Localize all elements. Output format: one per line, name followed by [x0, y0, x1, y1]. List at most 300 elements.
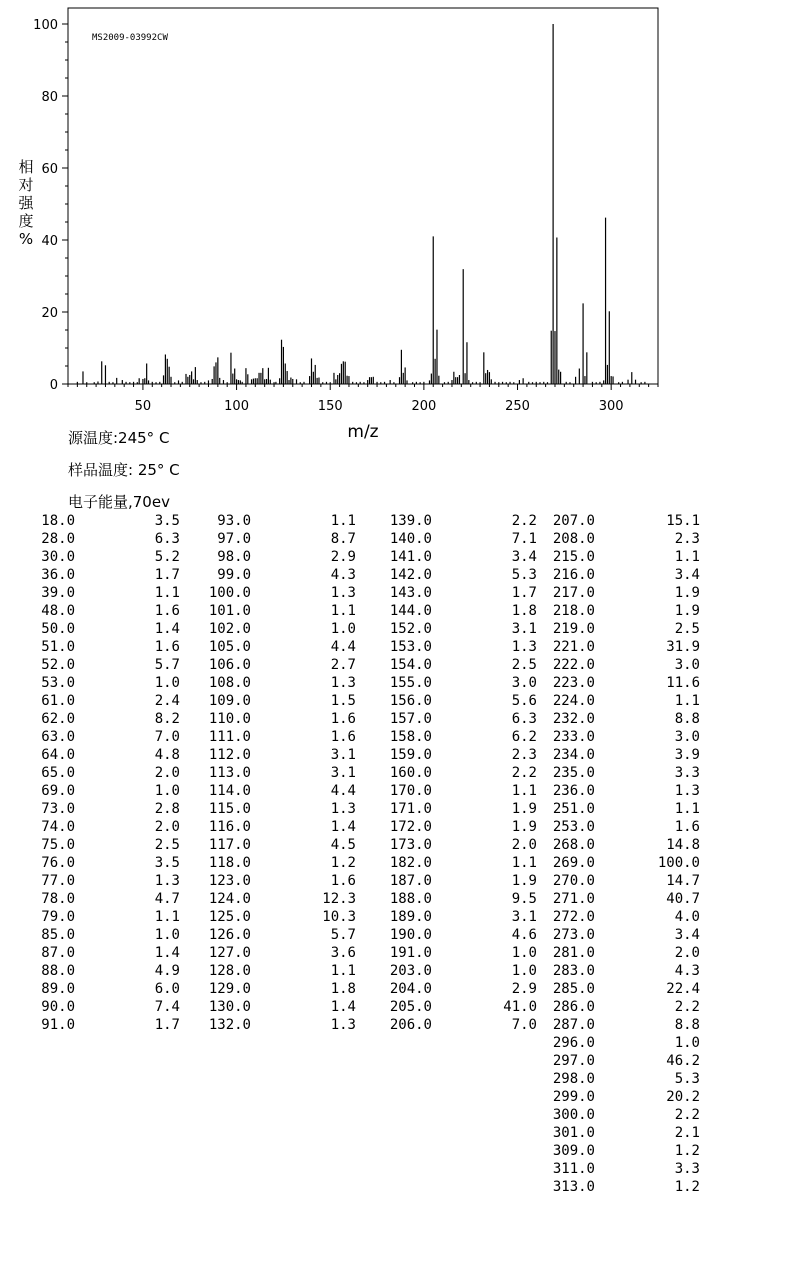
- table-row: [357, 548, 537, 566]
- abundance-value: 3.4: [674, 567, 700, 583]
- mz-value: 189.0: [389, 909, 432, 925]
- table-row: [520, 764, 700, 782]
- x-tick-label: 200: [411, 399, 437, 414]
- mz-value: 91.0: [41, 1017, 75, 1033]
- abundance-value: 8.7: [330, 531, 356, 547]
- abundance-value: 4.3: [330, 567, 356, 583]
- table-row: [0, 944, 180, 962]
- table-row: [520, 692, 700, 710]
- abundance-value: 1.1: [511, 855, 537, 871]
- mz-value: 141.0: [389, 549, 432, 565]
- abundance-value: 1.9: [674, 603, 700, 619]
- y-axis-label: [18, 158, 34, 248]
- abundance-value: 2.3: [511, 747, 537, 763]
- abundance-value: 3.4: [511, 549, 537, 565]
- abundance-value: 2.5: [511, 657, 537, 673]
- mz-value: 63.0: [41, 729, 75, 745]
- mz-value: 79.0: [41, 909, 75, 925]
- mz-value: 152.0: [389, 621, 432, 637]
- mz-value: 85.0: [41, 927, 75, 943]
- table-row: [0, 692, 180, 710]
- mz-value: 123.0: [208, 873, 251, 889]
- svg-text:相对强度%: 相对强度%: [18, 158, 34, 248]
- abundance-value: 4.4: [330, 783, 356, 799]
- mz-value: 269.0: [552, 855, 595, 871]
- mz-value: 108.0: [208, 675, 251, 691]
- abundance-value: 2.5: [674, 621, 700, 637]
- table-row: [520, 890, 700, 908]
- abundance-value: 1.7: [154, 567, 180, 583]
- abundance-value: 1.1: [511, 783, 537, 799]
- table-row: [357, 782, 537, 800]
- table-row: [357, 512, 537, 530]
- table-row: [520, 962, 700, 980]
- abundance-value: 3.5: [154, 513, 180, 529]
- mz-value: 129.0: [208, 981, 251, 997]
- mz-value: 234.0: [552, 747, 595, 763]
- mz-value: 286.0: [552, 999, 595, 1015]
- mz-value: 172.0: [389, 819, 432, 835]
- table-row: [176, 692, 356, 710]
- mz-value: 69.0: [41, 783, 75, 799]
- table-row: [176, 962, 356, 980]
- abundance-value: 1.1: [674, 801, 700, 817]
- abundance-value: 4.0: [674, 909, 700, 925]
- table-row: [176, 890, 356, 908]
- x-tick-label: 50: [134, 399, 152, 414]
- mz-value: 188.0: [389, 891, 432, 907]
- table-row: [357, 962, 537, 980]
- table-row: [357, 674, 537, 692]
- chart-title: MS2009-03992CW: [92, 33, 168, 43]
- abundance-value: 2.2: [511, 765, 537, 781]
- mz-value: 207.0: [552, 513, 595, 529]
- mz-value: 153.0: [389, 639, 432, 655]
- abundance-value: 2.7: [330, 657, 356, 673]
- mz-value: 48.0: [41, 603, 75, 619]
- table-row: [520, 512, 700, 530]
- mz-value: 223.0: [552, 675, 595, 691]
- table-row: [357, 584, 537, 602]
- mz-value: 160.0: [389, 765, 432, 781]
- mass-spectrum-chart: [0, 0, 794, 440]
- abundance-value: 2.4: [154, 693, 180, 709]
- mz-value: 110.0: [208, 711, 251, 727]
- mz-value: 171.0: [389, 801, 432, 817]
- table-row: [0, 620, 180, 638]
- abundance-value: 1.4: [330, 819, 356, 835]
- table-row: [520, 1088, 700, 1106]
- mz-value: 281.0: [552, 945, 595, 961]
- x-axis: [68, 384, 658, 414]
- mz-value: 106.0: [208, 657, 251, 673]
- abundance-value: 4.8: [154, 747, 180, 763]
- table-row: [176, 584, 356, 602]
- table-row: [520, 980, 700, 998]
- abundance-value: 1.9: [511, 819, 537, 835]
- mz-value: 298.0: [552, 1071, 595, 1087]
- mz-value: 30.0: [41, 549, 75, 565]
- abundance-value: 4.4: [330, 639, 356, 655]
- mz-value: 98.0: [217, 549, 251, 565]
- mz-value: 309.0: [552, 1143, 595, 1159]
- table-row: [176, 746, 356, 764]
- mz-value: 109.0: [208, 693, 251, 709]
- mz-value: 124.0: [208, 891, 251, 907]
- table-row: [176, 872, 356, 890]
- abundance-value: 1.7: [154, 1017, 180, 1033]
- x-tick-label: 250: [505, 399, 530, 414]
- mz-value: 128.0: [208, 963, 251, 979]
- mz-value: 235.0: [552, 765, 595, 781]
- y-tick-label: 60: [41, 162, 58, 177]
- abundance-value: 2.2: [674, 999, 700, 1015]
- abundance-value: 8.2: [154, 711, 180, 727]
- table-row: [520, 872, 700, 890]
- table-row: [520, 800, 700, 818]
- mz-value: 272.0: [552, 909, 595, 925]
- abundance-value: 2.0: [154, 819, 180, 835]
- table-row: [520, 1142, 700, 1160]
- table-row: [357, 908, 537, 926]
- abundance-value: 8.8: [674, 711, 700, 727]
- table-row: [357, 602, 537, 620]
- mz-value: 111.0: [208, 729, 251, 745]
- mz-value: 204.0: [389, 981, 432, 997]
- mz-value: 271.0: [552, 891, 595, 907]
- abundance-value: 1.1: [674, 549, 700, 565]
- abundance-value: 1.5: [330, 693, 356, 709]
- mz-value: 205.0: [389, 999, 432, 1015]
- abundance-value: 6.3: [154, 531, 180, 547]
- table-row: [520, 530, 700, 548]
- table-row: [520, 656, 700, 674]
- mz-value: 117.0: [208, 837, 251, 853]
- table-row: [176, 728, 356, 746]
- y-tick-label: 20: [41, 306, 58, 321]
- abundance-value: 31.9: [666, 639, 700, 655]
- abundance-value: 46.2: [666, 1053, 700, 1069]
- table-row: [520, 782, 700, 800]
- abundance-value: 5.3: [511, 567, 537, 583]
- mz-value: 61.0: [41, 693, 75, 709]
- abundance-value: 3.3: [674, 765, 700, 781]
- table-row: [520, 1034, 700, 1052]
- mz-value: 116.0: [208, 819, 251, 835]
- mz-value: 74.0: [41, 819, 75, 835]
- mz-value: 253.0: [552, 819, 595, 835]
- mz-value: 143.0: [389, 585, 432, 601]
- table-row: [357, 890, 537, 908]
- abundance-value: 1.1: [154, 909, 180, 925]
- table-row: [357, 980, 537, 998]
- abundance-value: 4.6: [511, 927, 537, 943]
- abundance-value: 1.8: [330, 981, 356, 997]
- abundance-value: 2.9: [511, 981, 537, 997]
- table-row: [176, 980, 356, 998]
- abundance-value: 1.6: [154, 603, 180, 619]
- abundance-value: 1.3: [330, 1017, 356, 1033]
- abundance-value: 1.2: [330, 855, 356, 871]
- table-row: [0, 512, 180, 530]
- mz-value: 105.0: [208, 639, 251, 655]
- table-row: [520, 710, 700, 728]
- mz-value: 182.0: [389, 855, 432, 871]
- abundance-value: 1.0: [330, 621, 356, 637]
- peak-table-column: [520, 512, 700, 1196]
- mz-value: 101.0: [208, 603, 251, 619]
- table-row: [520, 1106, 700, 1124]
- table-row: [357, 746, 537, 764]
- table-row: [176, 764, 356, 782]
- table-row: [176, 674, 356, 692]
- abundance-value: 1.9: [511, 801, 537, 817]
- table-row: [520, 836, 700, 854]
- abundance-value: 6.0: [154, 981, 180, 997]
- abundance-value: 1.2: [674, 1179, 700, 1195]
- table-row: [0, 908, 180, 926]
- table-row: [357, 764, 537, 782]
- table-row: [520, 1160, 700, 1178]
- abundance-value: 1.7: [511, 585, 537, 601]
- table-row: [357, 854, 537, 872]
- sample-temperature: 样品温度: 25° C: [68, 461, 180, 479]
- mz-value: 144.0: [389, 603, 432, 619]
- abundance-value: 1.1: [330, 963, 356, 979]
- mz-value: 268.0: [552, 837, 595, 853]
- abundance-value: 5.6: [511, 693, 537, 709]
- table-row: [176, 620, 356, 638]
- mz-value: 158.0: [389, 729, 432, 745]
- mz-value: 140.0: [389, 531, 432, 547]
- table-row: [176, 944, 356, 962]
- table-row: [0, 674, 180, 692]
- mz-value: 222.0: [552, 657, 595, 673]
- mz-value: 89.0: [41, 981, 75, 997]
- electron-energy: 电子能量,70ev: [68, 493, 170, 511]
- abundance-value: 1.0: [154, 783, 180, 799]
- table-row: [520, 548, 700, 566]
- mz-value: 217.0: [552, 585, 595, 601]
- y-tick-label: 80: [41, 90, 58, 105]
- table-row: [0, 566, 180, 584]
- mz-value: 50.0: [41, 621, 75, 637]
- abundance-value: 5.7: [330, 927, 356, 943]
- mz-value: 155.0: [389, 675, 432, 691]
- mz-value: 88.0: [41, 963, 75, 979]
- source-temperature: 源温度:245° C: [68, 429, 170, 447]
- y-tick-label: 0: [49, 378, 58, 393]
- abundance-value: 1.1: [674, 693, 700, 709]
- abundance-value: 2.2: [674, 1107, 700, 1123]
- abundance-value: 7.4: [154, 999, 180, 1015]
- table-row: [357, 944, 537, 962]
- mz-value: 173.0: [389, 837, 432, 853]
- abundance-value: 1.6: [330, 873, 356, 889]
- table-row: [357, 1016, 537, 1034]
- abundance-value: 3.0: [511, 675, 537, 691]
- table-row: [176, 998, 356, 1016]
- table-row: [520, 1070, 700, 1088]
- abundance-value: 1.3: [511, 639, 537, 655]
- mz-value: 224.0: [552, 693, 595, 709]
- mz-value: 296.0: [552, 1035, 595, 1051]
- abundance-value: 14.8: [666, 837, 700, 853]
- table-row: [357, 800, 537, 818]
- mz-value: 142.0: [389, 567, 432, 583]
- table-row: [176, 602, 356, 620]
- abundance-value: 3.5: [154, 855, 180, 871]
- mz-value: 127.0: [208, 945, 251, 961]
- plot-frame: [68, 8, 658, 384]
- table-row: [0, 962, 180, 980]
- table-row: [520, 1016, 700, 1034]
- abundance-value: 1.1: [154, 585, 180, 601]
- table-row: [0, 746, 180, 764]
- mz-value: 311.0: [552, 1161, 595, 1177]
- table-row: [0, 548, 180, 566]
- mz-value: 93.0: [217, 513, 251, 529]
- abundance-value: 1.0: [511, 963, 537, 979]
- abundance-value: 9.5: [511, 891, 537, 907]
- table-row: [0, 836, 180, 854]
- table-row: [520, 728, 700, 746]
- abundance-value: 1.6: [674, 819, 700, 835]
- table-row: [357, 728, 537, 746]
- abundance-value: 1.8: [511, 603, 537, 619]
- mz-value: 233.0: [552, 729, 595, 745]
- abundance-value: 20.2: [666, 1089, 700, 1105]
- mz-value: 28.0: [41, 531, 75, 547]
- abundance-value: 1.0: [674, 1035, 700, 1051]
- abundance-value: 22.4: [666, 981, 700, 997]
- mz-value: 75.0: [41, 837, 75, 853]
- table-row: [357, 872, 537, 890]
- mz-value: 221.0: [552, 639, 595, 655]
- mz-value: 53.0: [41, 675, 75, 691]
- abundance-value: 5.2: [154, 549, 180, 565]
- table-row: [520, 818, 700, 836]
- table-row: [0, 710, 180, 728]
- mz-value: 190.0: [389, 927, 432, 943]
- x-axis-label: m/z: [347, 422, 379, 440]
- abundance-value: 2.1: [674, 1125, 700, 1141]
- abundance-value: 2.0: [511, 837, 537, 853]
- mz-value: 118.0: [208, 855, 251, 871]
- y-axis: [33, 18, 68, 393]
- table-row: [520, 638, 700, 656]
- abundance-value: 1.3: [330, 675, 356, 691]
- abundance-value: 2.0: [154, 765, 180, 781]
- abundance-value: 5.3: [674, 1071, 700, 1087]
- mz-value: 156.0: [389, 693, 432, 709]
- peak-table-column: [176, 512, 356, 1034]
- mz-value: 52.0: [41, 657, 75, 673]
- mz-value: 132.0: [208, 1017, 251, 1033]
- table-row: [0, 890, 180, 908]
- abundance-value: 2.9: [330, 549, 356, 565]
- abundance-value: 6.2: [511, 729, 537, 745]
- mz-value: 170.0: [389, 783, 432, 799]
- abundance-value: 1.4: [330, 999, 356, 1015]
- x-tick-label: 100: [224, 399, 249, 414]
- mz-value: 39.0: [41, 585, 75, 601]
- table-row: [176, 530, 356, 548]
- table-row: [520, 1124, 700, 1142]
- table-row: [0, 818, 180, 836]
- table-row: [176, 548, 356, 566]
- mz-value: 126.0: [208, 927, 251, 943]
- abundance-value: 2.0: [674, 945, 700, 961]
- table-row: [357, 566, 537, 584]
- abundance-value: 3.1: [330, 747, 356, 763]
- peak-bars: [77, 24, 645, 384]
- abundance-value: 100.0: [657, 855, 700, 871]
- abundance-value: 1.0: [154, 675, 180, 691]
- mz-value: 65.0: [41, 765, 75, 781]
- mz-value: 218.0: [552, 603, 595, 619]
- mz-value: 113.0: [208, 765, 251, 781]
- abundance-value: 11.6: [666, 675, 700, 691]
- abundance-value: 40.7: [666, 891, 700, 907]
- table-row: [357, 710, 537, 728]
- mz-value: 99.0: [217, 567, 251, 583]
- table-row: [176, 854, 356, 872]
- mz-value: 64.0: [41, 747, 75, 763]
- table-row: [357, 530, 537, 548]
- abundance-value: 1.3: [330, 585, 356, 601]
- abundance-value: 4.3: [674, 963, 700, 979]
- mz-value: 203.0: [389, 963, 432, 979]
- table-row: [357, 998, 537, 1016]
- mz-value: 206.0: [389, 1017, 432, 1033]
- table-row: [520, 944, 700, 962]
- mz-value: 90.0: [41, 999, 75, 1015]
- table-row: [176, 908, 356, 926]
- table-row: [520, 620, 700, 638]
- abundance-value: 3.1: [330, 765, 356, 781]
- mz-value: 215.0: [552, 549, 595, 565]
- table-row: [0, 926, 180, 944]
- mz-value: 115.0: [208, 801, 251, 817]
- table-row: [520, 584, 700, 602]
- mz-value: 236.0: [552, 783, 595, 799]
- abundance-value: 3.1: [511, 909, 537, 925]
- abundance-value: 2.5: [154, 837, 180, 853]
- abundance-value: 3.3: [674, 1161, 700, 1177]
- table-row: [520, 998, 700, 1016]
- mz-value: 251.0: [552, 801, 595, 817]
- mz-value: 130.0: [208, 999, 251, 1015]
- abundance-value: 1.6: [330, 729, 356, 745]
- table-row: [176, 638, 356, 656]
- abundance-value: 8.8: [674, 1017, 700, 1033]
- table-row: [520, 1178, 700, 1196]
- mz-value: 285.0: [552, 981, 595, 997]
- abundance-value: 7.0: [511, 1017, 537, 1033]
- mz-value: 76.0: [41, 855, 75, 871]
- table-row: [0, 782, 180, 800]
- mz-value: 270.0: [552, 873, 595, 889]
- table-row: [357, 692, 537, 710]
- abundance-value: 15.1: [666, 513, 700, 529]
- table-row: [520, 1052, 700, 1070]
- abundance-value: 1.6: [330, 711, 356, 727]
- abundance-value: 1.9: [674, 585, 700, 601]
- table-row: [176, 926, 356, 944]
- abundance-value: 3.4: [674, 927, 700, 943]
- abundance-value: 3.0: [674, 729, 700, 745]
